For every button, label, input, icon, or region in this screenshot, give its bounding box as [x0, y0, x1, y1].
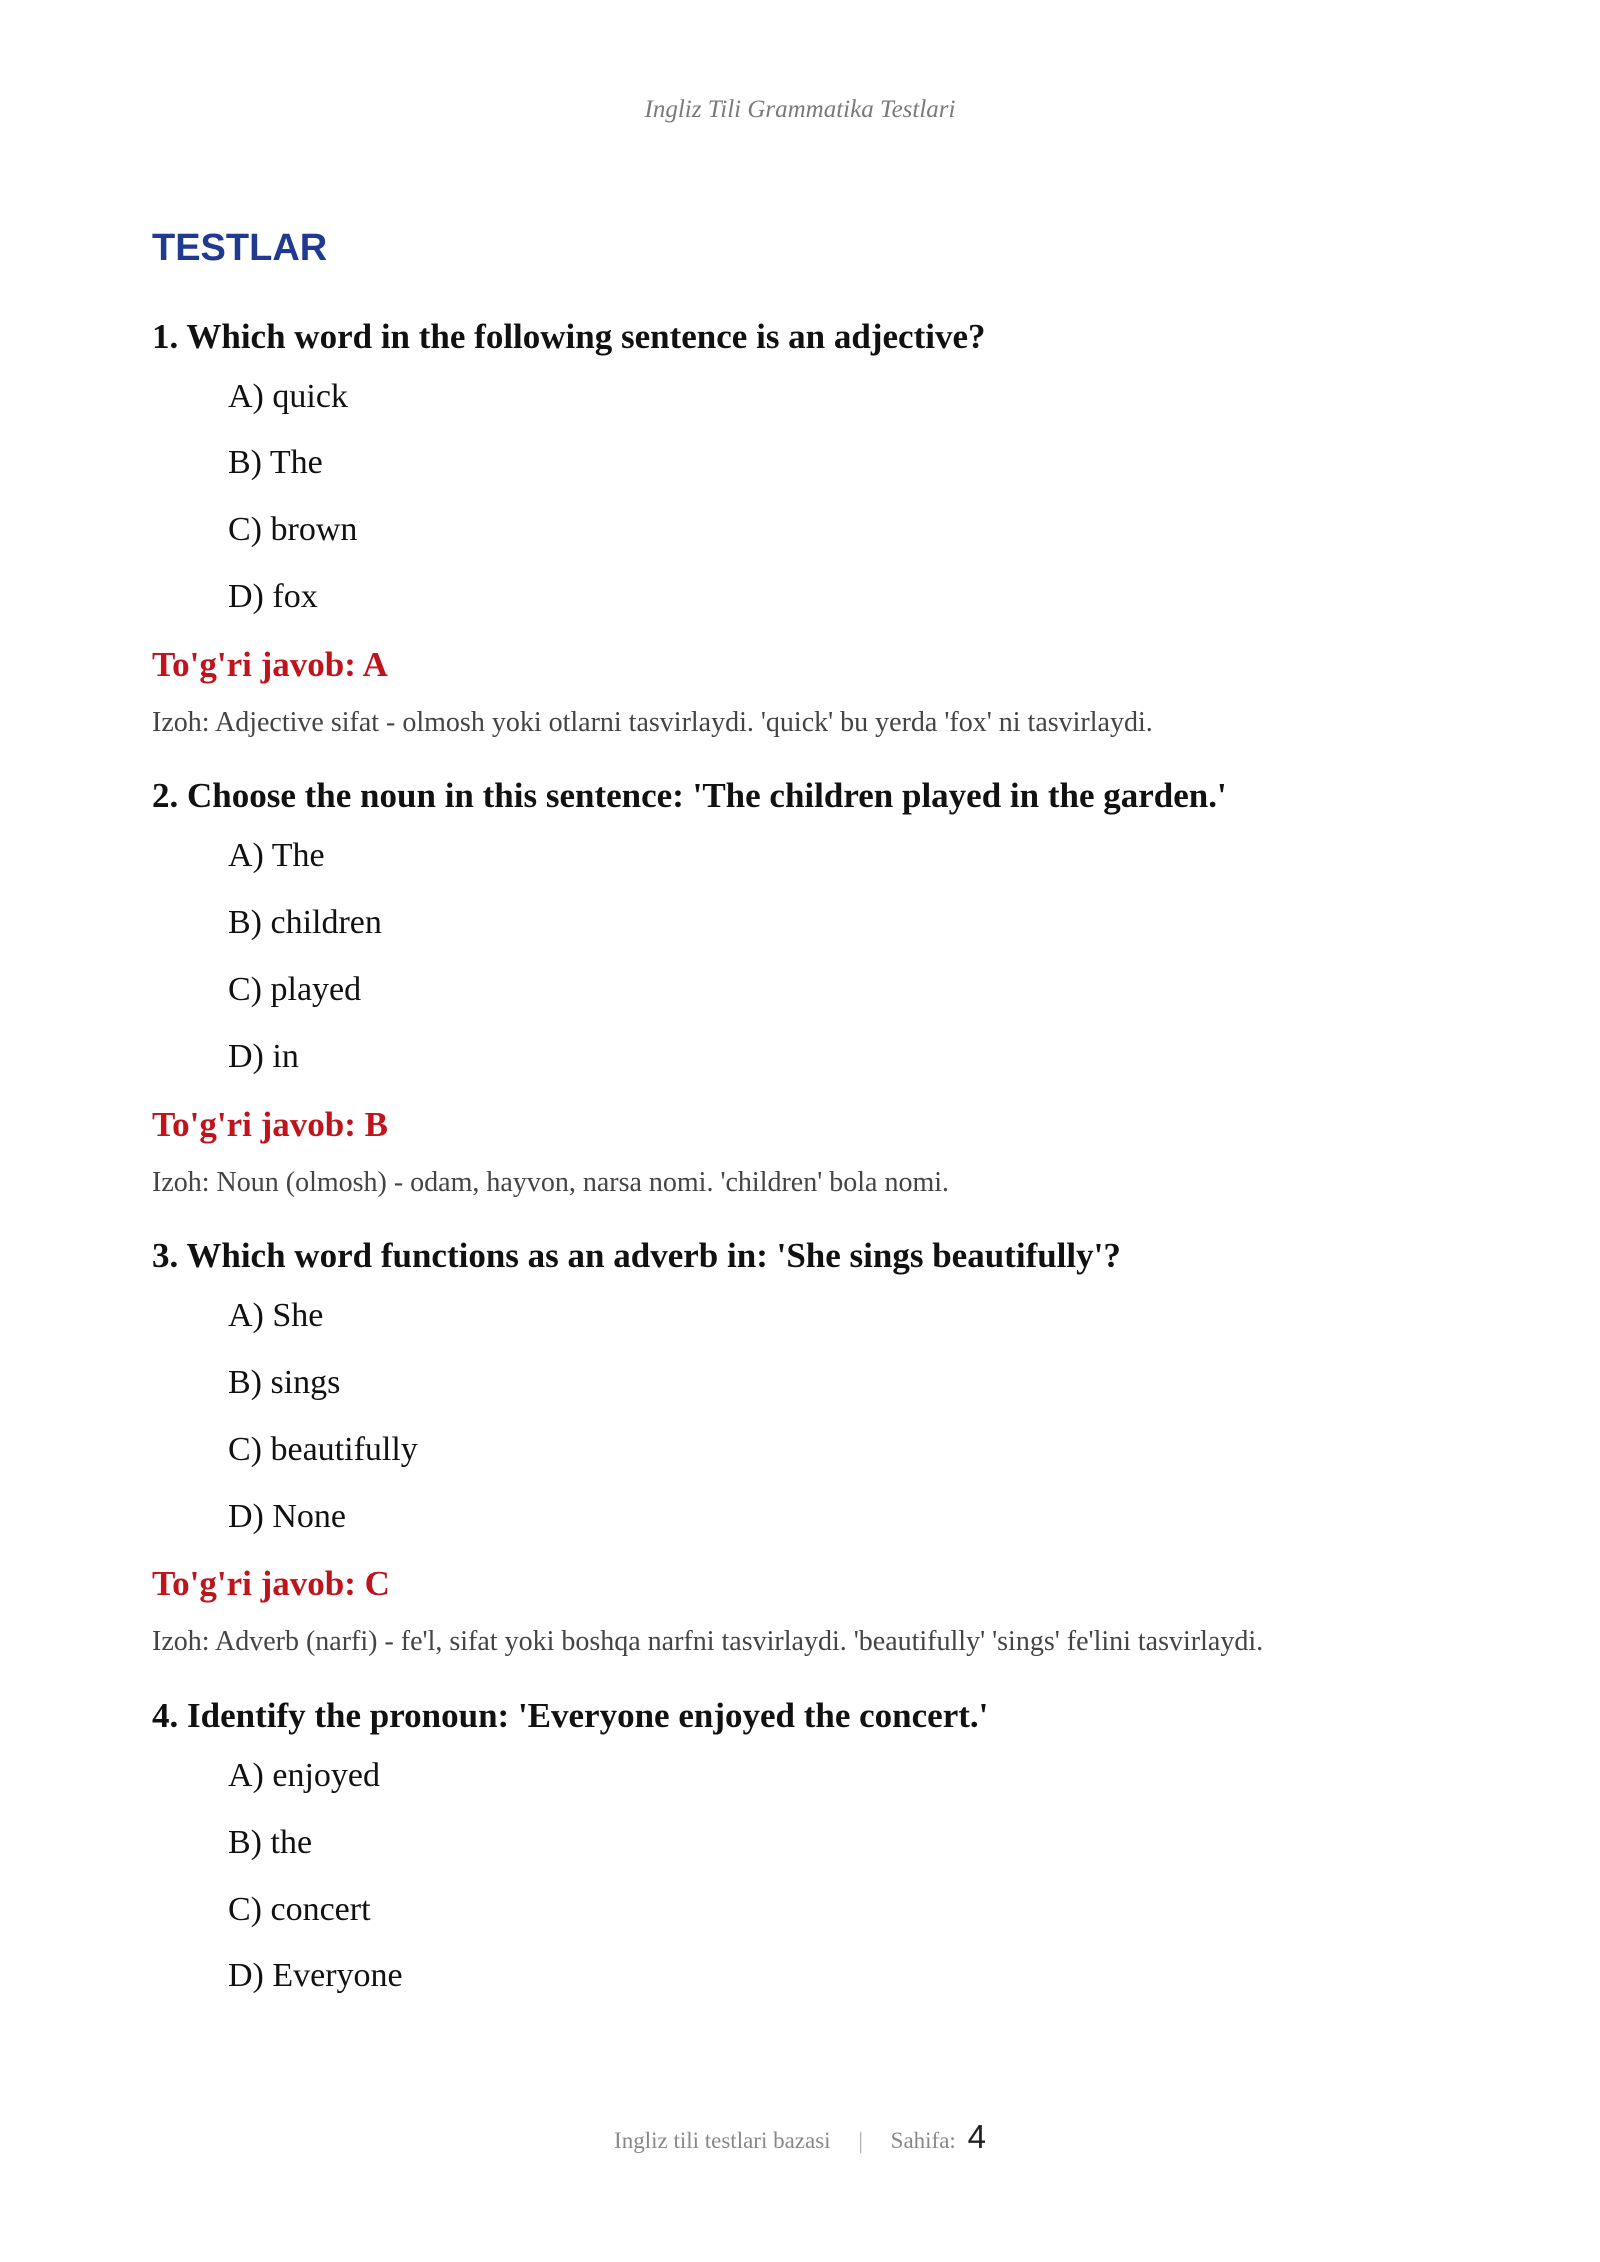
question-text: 3. Which word functions as an adverb in: 'She sings beautifully'? — [152, 1236, 1121, 1276]
option-list — [152, 836, 1452, 1077]
question-4 — [152, 1695, 1452, 1997]
option-list — [152, 377, 1452, 618]
option-d: D) fox — [228, 577, 318, 615]
page-footer — [0, 2118, 1600, 2156]
explanation: Izoh: Adjective sifat - olmosh yoki otlarni tasvirlaydi. 'quick' bu yerda 'fox' ni tasvirlaydi. — [152, 706, 1153, 738]
footer-page-label: Sahifa: — [890, 2128, 956, 2153]
option-a: A) enjoyed — [228, 1756, 381, 1794]
footer-source: Ingliz tili testlari bazasi — [614, 2128, 831, 2153]
option-b: B) children — [228, 904, 382, 942]
option-c: C) brown — [228, 511, 358, 549]
option-d: D) None — [228, 1497, 347, 1535]
option-b: B) the — [228, 1823, 313, 1861]
correct-answer: To'g'ri javob: A — [152, 644, 388, 684]
question-2 — [152, 775, 1452, 1199]
page-content — [152, 226, 1452, 2026]
option-b: B) The — [228, 444, 323, 482]
page-number: 4 — [967, 2118, 986, 2155]
explanation: Izoh: Adverb (narfi) - fe'l, sifat yoki boshqa narfni tasvirlaydi. 'beautifully' 'sings' fe'lini tasvirlaydi. — [152, 1626, 1264, 1658]
question-3 — [152, 1235, 1452, 1659]
option-c: C) concert — [228, 1890, 371, 1928]
option-d: D) Everyone — [228, 1957, 403, 1995]
explanation: Izoh: Noun (olmosh) - odam, hayvon, narsa nomi. 'children' bola nomi. — [152, 1166, 950, 1198]
question-text: 4. Identify the pronoun: 'Everyone enjoyed the concert.' — [152, 1695, 989, 1735]
option-a: A) The — [228, 837, 325, 875]
option-list — [152, 1756, 1452, 1997]
footer-separator: | — [858, 2128, 863, 2153]
option-c: C) beautifully — [228, 1430, 418, 1468]
section-title: TESTLAR — [152, 227, 328, 269]
question-text: 2. Choose the noun in this sentence: 'The children played in the garden.' — [152, 776, 1227, 816]
option-a: A) She — [228, 1297, 324, 1335]
option-a: A) quick — [228, 377, 348, 415]
running-header: Ingliz Tili Grammatika Testlari — [644, 96, 956, 123]
correct-answer: To'g'ri javob: C — [152, 1564, 390, 1604]
question-1 — [152, 316, 1452, 740]
option-list — [152, 1296, 1452, 1537]
option-c: C) played — [228, 970, 362, 1008]
option-d: D) in — [228, 1037, 299, 1075]
correct-answer: To'g'ri javob: B — [152, 1104, 388, 1144]
question-text: 1. Which word in the following sentence is an adjective? — [152, 316, 986, 356]
option-b: B) sings — [228, 1363, 341, 1401]
